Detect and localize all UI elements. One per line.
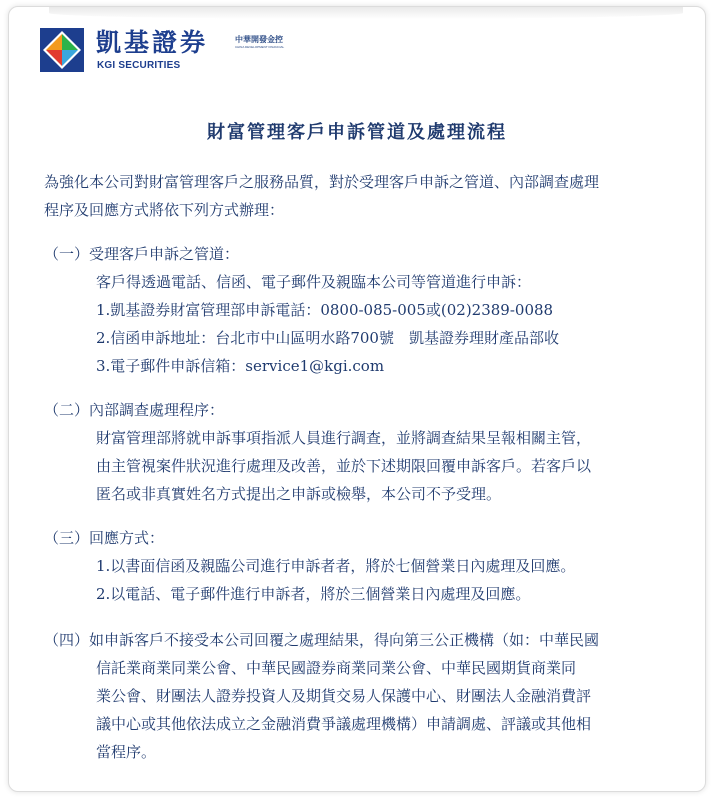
section4-line: 當程序。 <box>96 743 157 761</box>
partner-name-cn: 中華開發金控 <box>235 35 283 44</box>
section3-line: 1.以書面信函及親臨公司進行申訴者者，將於七個營業日內處理及回應。 <box>96 557 576 575</box>
section1-email: 3.電子郵件申訴信箱：service1@kgi.com <box>96 357 385 375</box>
kgi-logo-icon <box>40 28 84 72</box>
section1-address: 2.信函申訴地址：台北市中山區明水路700號 凱基證券理財產品部收 <box>96 329 559 347</box>
section1-heading: （一）受理客戶申訴之管道： <box>44 245 240 263</box>
page-title: 財富管理客戶申訴管道及處理流程 <box>207 122 507 143</box>
brand-name-cn: 凱基證券 <box>96 28 209 57</box>
section2-line: 財富管理部將就申訴事項指派人員進行調查，並將調查結果呈報相關主管， <box>96 429 592 447</box>
section3-body <box>96 552 575 608</box>
section2-line: 匿名或非真實姓名方式提出之申訴或檢舉，本公司不予受理。 <box>96 485 502 503</box>
section2-body <box>96 424 591 508</box>
section3-line: 2.以電話、電子郵件進行申訴者，將於三個營業日內處理及回應。 <box>96 585 531 603</box>
section2-line: 由主管視案件狀況進行處理及改善，並於下述期限回覆申訴客戶。若客戶以 <box>96 457 592 475</box>
brand-name-en: KGI SECURITIES <box>97 60 181 71</box>
section4-body <box>96 654 591 766</box>
section4-heading: （四）如申訴客戶不接受本公司回覆之處理結果，得向第三公正機構（如：中華民國 <box>44 631 600 649</box>
top-shade <box>49 7 683 19</box>
section1-body <box>96 268 559 380</box>
section4-line: 信託業商業同業公會、中華民國證券商業同業公會、中華民國期貨商業同 <box>96 659 577 677</box>
intro-line: 程序及回應方式將依下列方式辦理： <box>44 201 285 219</box>
section2-heading: （二）內部調查處理程序： <box>44 401 225 419</box>
section4-line: 業公會、財團法人證券投資人及期貨交易人保護中心、財團法人金融消費評 <box>96 687 592 705</box>
intro-paragraph <box>44 168 599 224</box>
intro-line: 為強化本公司對財富管理客戶之服務品質，對於受理客戶申訴之管道、內部調查處理 <box>44 173 600 191</box>
section1-phone: 1.凱基證券財富管理部申訴電話：0800-085-005或(02)2389-0088 <box>96 301 554 319</box>
partner-name-en: CHINA DEVELOPMENT FINANCIAL <box>235 45 285 49</box>
section1-line: 客戶得透過電話、信函、電子郵件及親臨本公司等管道進行申訴： <box>96 273 532 291</box>
section4-line: 議中心或其他依法成立之金融消費爭議處理機構）申請調處、評議或其他相 <box>96 715 592 733</box>
section3-heading: （三）回應方式： <box>44 529 165 547</box>
